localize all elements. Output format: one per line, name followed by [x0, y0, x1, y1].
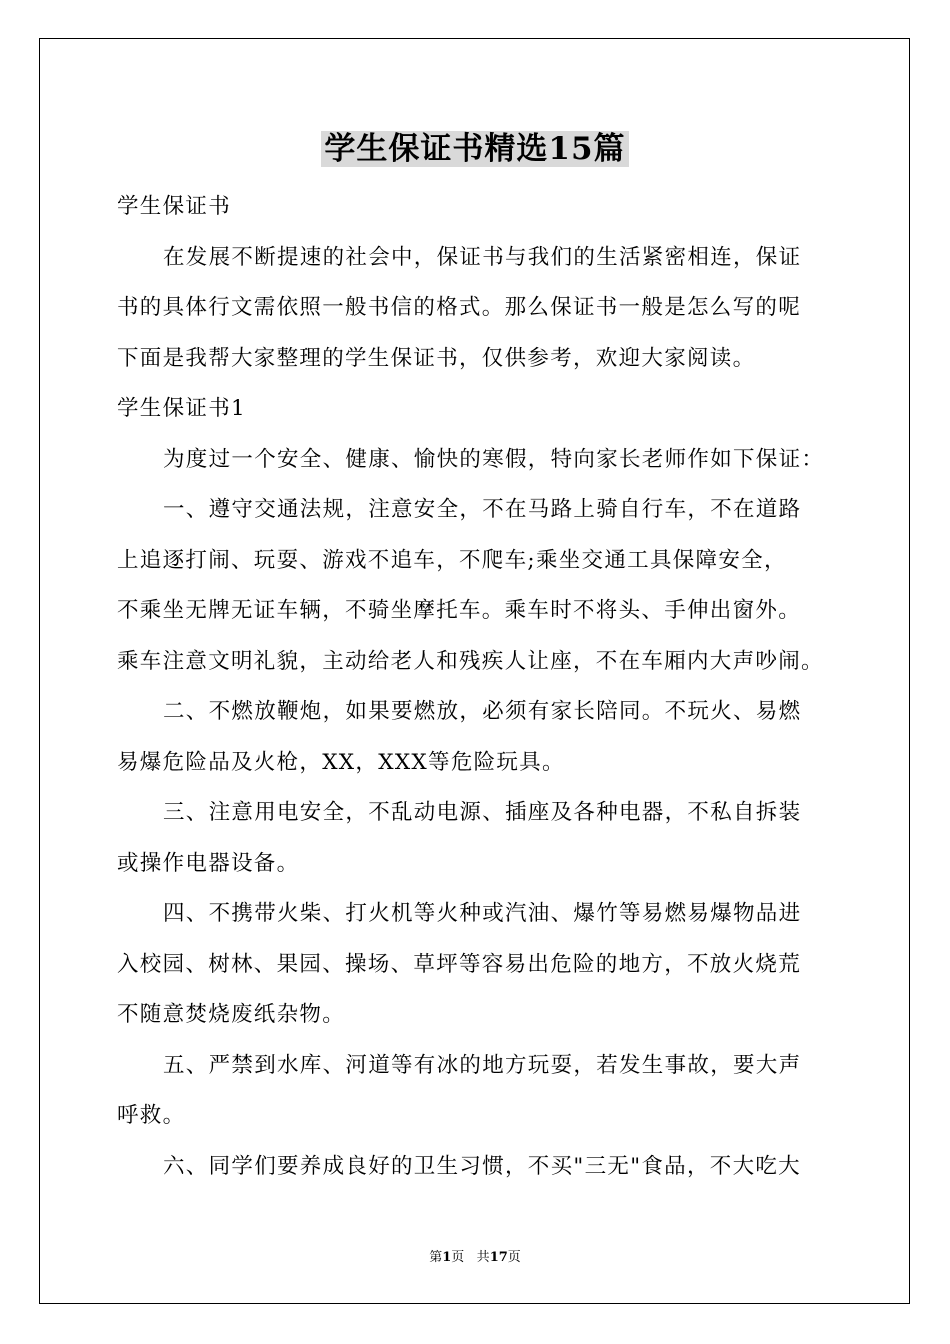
paragraph-line: 六、同学们要养成良好的卫生习惯，不买"三无"食品，不大吃大 [163, 1153, 801, 1179]
paragraph-line: 书的具体行文需依照一般书信的格式。那么保证书一般是怎么写的呢 [117, 295, 802, 320]
paragraph-line: 下面是我帮大家整理的学生保证书，仅供参考，欢迎大家阅读。 [117, 345, 756, 371]
paragraph-line: 易爆危险品及火枪，XX，XXX等危险玩具。 [117, 749, 565, 775]
paragraph-line: 上追逐打闹、玩耍、游戏不追车，不爬车;乘坐交通工具保障安全， [117, 547, 787, 573]
section-heading: 学生保证书 [117, 194, 232, 219]
total-suffix: 页 [507, 1250, 521, 1265]
paragraph-line: 呼救。 [117, 1103, 186, 1128]
total-pages: 17 [489, 1250, 508, 1265]
page-number: 1 [442, 1250, 452, 1265]
total-prefix: 共 [476, 1250, 490, 1265]
paragraph-line: 入校园、树林、果园、操场、草坪等容易出危险的地方，不放火烧荒 [117, 951, 802, 977]
paragraph-line: 不随意焚烧废纸杂物。 [117, 1002, 346, 1027]
document-body [117, 182, 839, 1192]
paragraph-line: 不乘坐无牌无证车辆，不骑坐摩托车。乘车时不将头、手伸出窗外。 [117, 598, 802, 623]
paragraph-line: 四、不携带火柴、打火机等火种或汽油、爆竹等易燃易爆物品进 [163, 901, 802, 926]
page-footer [0, 1246, 950, 1265]
page-prefix: 第 [429, 1250, 443, 1265]
paragraph-line: 三、注意用电安全，不乱动电源、插座及各种电器，不私自拆装 [163, 800, 802, 825]
paragraph-line: 为度过一个安全、健康、愉快的寒假，特向家长老师作如下保证： [163, 446, 825, 472]
paragraph-line: 五、严禁到水库、河道等有冰的地方玩耍，若发生事故，要大声 [163, 1052, 802, 1078]
section-heading: 学生保证书1 [117, 396, 246, 421]
paragraph-line: 乘车注意文明礼貌，主动给老人和残疾人让座，不在车厢内大声吵闹。 [117, 648, 824, 674]
document-title: 学生保证书精选15篇 [321, 131, 628, 167]
paragraph-line: 一、遵守交通法规，注意安全，不在马路上骑自行车，不在道路 [163, 497, 802, 522]
paragraph-line: 或操作电器设备。 [117, 850, 300, 876]
document-title-container [0, 128, 950, 170]
paragraph-line: 在发展不断提速的社会中，保证书与我们的生活紧密相连，保证 [163, 244, 802, 270]
page-suffix: 页 [451, 1250, 465, 1265]
paragraph-line: 二、不燃放鞭炮，如果要燃放，必须有家长陪同。不玩火、易燃 [163, 699, 802, 724]
